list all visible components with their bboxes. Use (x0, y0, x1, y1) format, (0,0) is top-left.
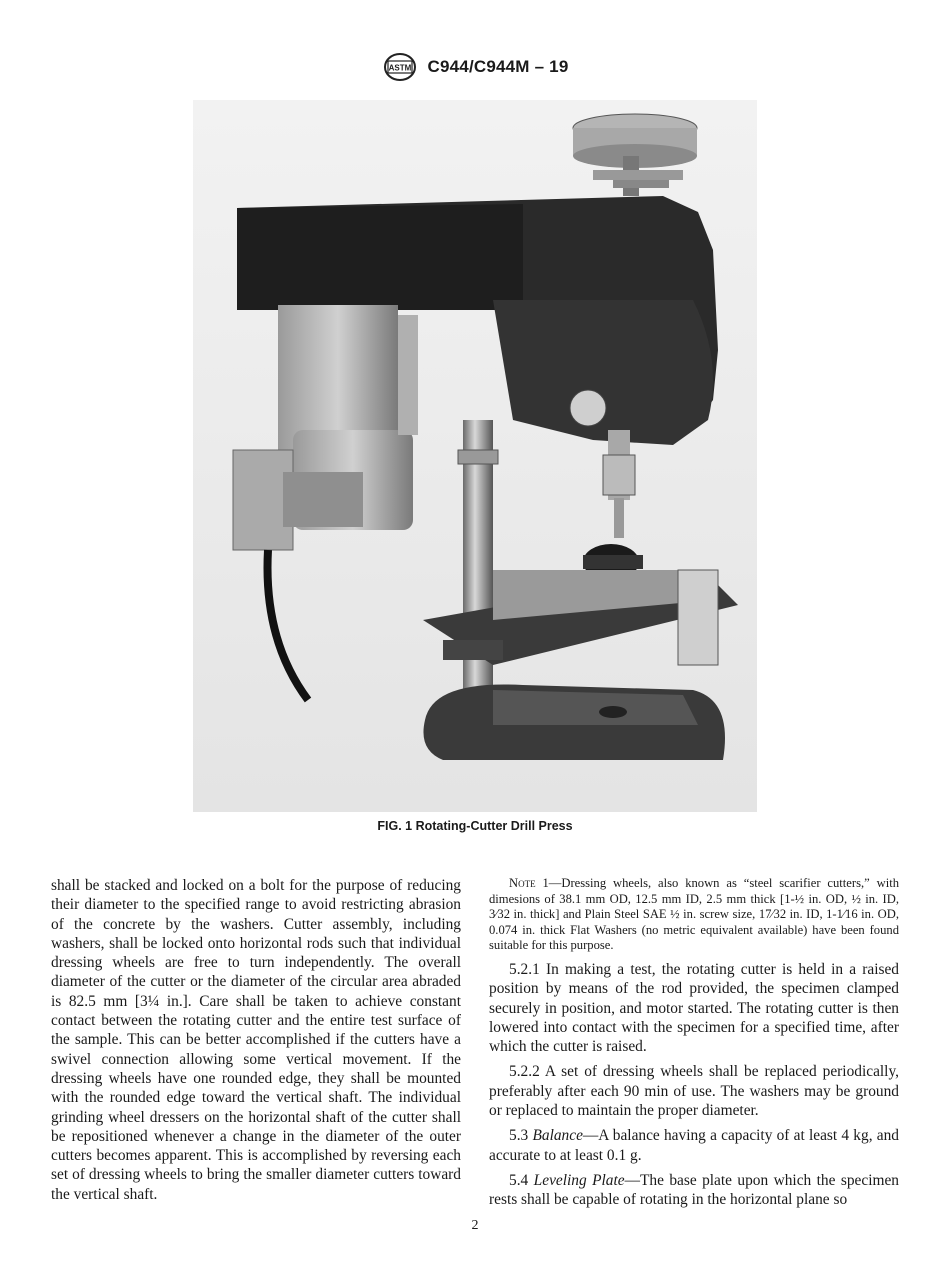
section-title: Balance (532, 1127, 583, 1145)
page-header (0, 52, 950, 82)
section-number: 5.3 (509, 1127, 529, 1145)
section-text: —A balance having a capacity of at least 4 kg, and accurate to at least 0.1 g. (489, 1127, 899, 1164)
section-number: 5.4 (509, 1171, 529, 1189)
left-column (51, 876, 461, 1204)
logo-text: ASTM (388, 63, 411, 73)
standard-designation: C944/C944M – 19 (427, 57, 569, 76)
paragraph-5-4 (489, 1171, 899, 1210)
paragraph-5-3 (489, 1126, 899, 1165)
section-title: Leveling Plate (533, 1171, 625, 1189)
note-label: Note 1 (509, 876, 549, 890)
note-1 (489, 876, 899, 954)
figure-photo (193, 100, 757, 812)
section-text: —The base plate upon which the specimen rests shall be capable of rotating in the horizontal plane so (489, 1171, 899, 1209)
right-column (489, 876, 899, 1216)
note-text: —Dressing wheels, also known as “steel scarifier cutters,” with dimesions of 38.1 mm OD, 12.5 mm ID, 2.5 mm thick [1-½ in. OD, ½ in. ID, 3⁄32 in. thick] and Plain Steel SAE ½ in. screw size, 17⁄32 in. ID, 1-1⁄16 in. OD, 0.074 in. thick Flat Washers (no metric equivalent available) have been found suitable for this purpose. (489, 876, 899, 953)
left-paragraph: shall be stacked and locked on a bolt for the purpose of reducing their diameter to the specified range to avoid restricting abrasion of the concrete by the washers. Cutter assembly, including washers, shall be locked onto horizontal rods such that individual dressing wheels are free to turn independently. The overall diameter of the cutter or the diameter of the circular area abraded is 82.5 mm [3¼ in.]. Care shall be taken to achieve constant contact between the rotating cutter and the entire test surface of the sample. This can be better accomplished if the cutters have a swivel connection allowing some vertical movement. If the dressing wheels have one rounded edge, they shall be mounted with the rounded edge toward the vertical shaft. The individual grinding wheel dressers on the horizontal shaft of the cutter shall be repositioned whenever a change in the diameter of the outer cutters becomes apparent. This is accomplished by reversing each set of dressing wheels to bring the smaller diameter cutters toward the vertical shaft. (51, 877, 461, 1203)
paragraph-5-2-2: 5.2.2 A set of dressing wheels shall be replaced periodically, preferably after each 90 min of use. The washers may be ground or replaced to maintain the proper diameter. (489, 1063, 899, 1120)
page-number: 2 (471, 1218, 479, 1233)
paragraph-5-2-1: 5.2.1 In making a test, the rotating cutter is held in a raised position by means of the rod provided, the specimen clamped securely in position, and motor started. The rotating cutter is then lowered into contact with the specimen for a specified time, after which the cutter is raised. (489, 960, 899, 1056)
drill-press-photo-icon (193, 100, 757, 812)
figure-caption: FIG. 1 Rotating-Cutter Drill Press (377, 819, 573, 833)
astm-logo-icon (382, 52, 418, 82)
